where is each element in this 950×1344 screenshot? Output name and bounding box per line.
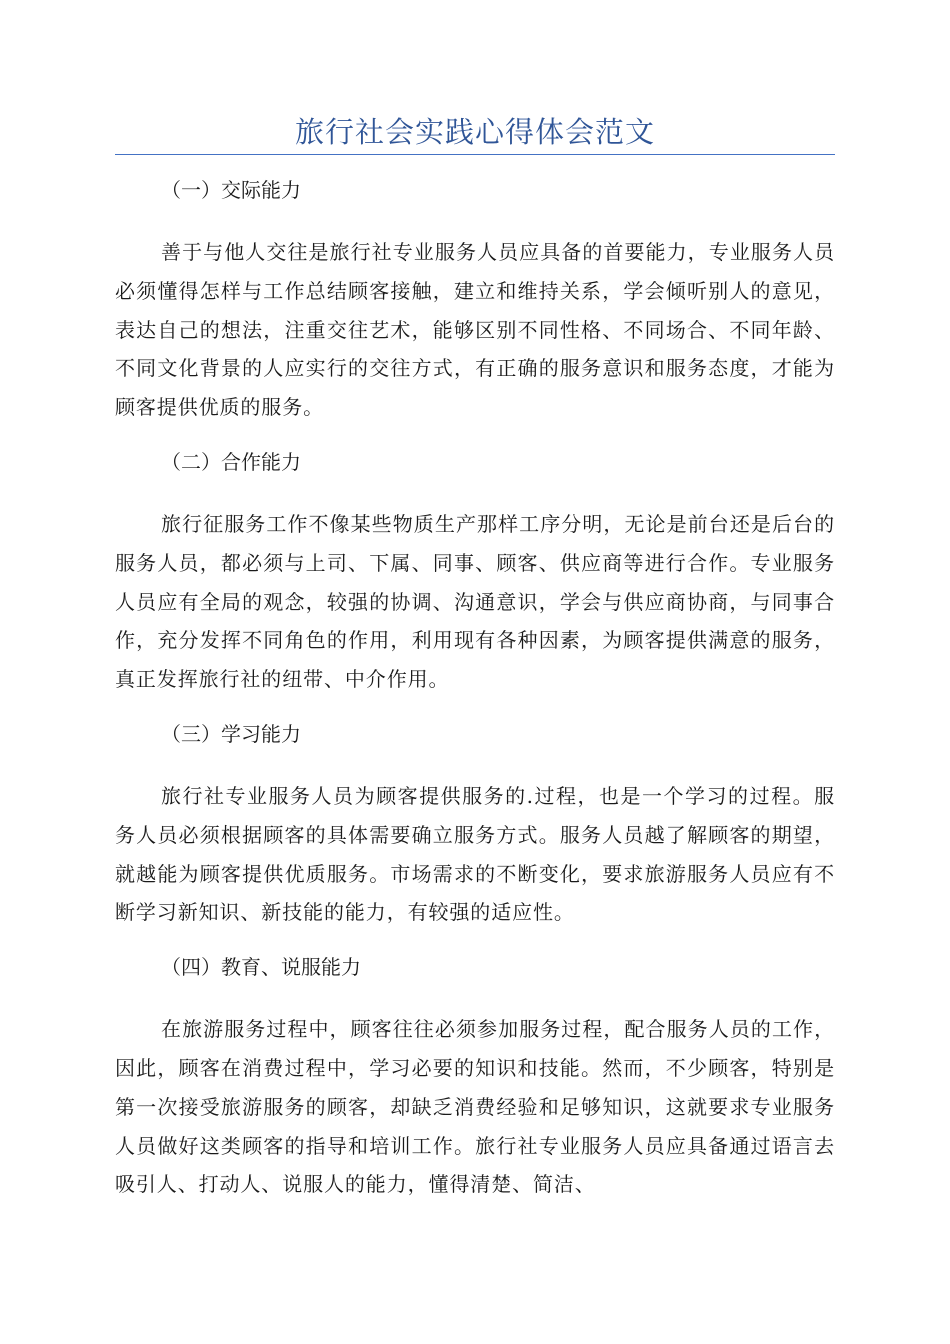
- section-paragraph-1: 善于与他人交往是旅行社专业服务人员应具备的首要能力，专业服务人员必须懂得怎样与工作总结顾客接触，建立和维持关系，学会倾听别人的意见，表达自己的想法，注重交往艺术，能够区别不同性格、不同场合、不同年龄、不同文化背景的人应实行的交往方式，有正确的服务意识和服务态度，才能为顾客提供优质的服务。: [115, 240, 835, 420]
- section-paragraph-4: 在旅游服务过程中，顾客往往必须参加服务过程，配合服务人员的工作，因此，顾客在消费过程中，学习必要的知识和技能。然而，不少顾客，特别是第一次接受旅游服务的顾客，却缺乏消费经验和足够知识，这就要求专业服务人员做好这类顾客的指导和培训工作。旅行社专业服务人员应具备通过语言去吸引人、打动人、说服人的能力，懂得清楚、简洁、: [115, 1017, 835, 1197]
- title-underline: [115, 154, 835, 155]
- document-body: [115, 173, 835, 1222]
- section-heading-4: （四）教育、说服能力: [161, 955, 361, 980]
- section-heading-1: （一）交际能力: [161, 178, 301, 202]
- section-paragraph-2: 旅行征服务工作不像某些物质生产那样工序分明，无论是前台还是后台的服务人员，都必须与上司、下属、同事、顾客、供应商等进行合作。专业服务人员应有全局的观念，较强的协调、沟通意识，学会与供应商协商，与同事合作，充分发挥不同角色的作用，利用现有各种因素，为顾客提供满意的服务，真正发挥旅行社的纽带、中介作用。: [115, 511, 835, 692]
- document-title: 旅行社会实践心得体会范文: [294, 115, 655, 149]
- section-heading-2: （二）合作能力: [161, 449, 301, 474]
- section-paragraph-3: 旅行社专业服务人员为顾客提供服务的.过程，也是一个学习的过程。服务人员必须根据顾客的具体需要确立服务方式。服务人员越了解顾客的期望，就越能为顾客提供优质服务。市场需求的不断变化，要求旅游服务人员应有不断学习新知识、新技能的能力，有较强的适应性。: [115, 783, 835, 925]
- section-heading-3: （三）学习能力: [161, 721, 301, 746]
